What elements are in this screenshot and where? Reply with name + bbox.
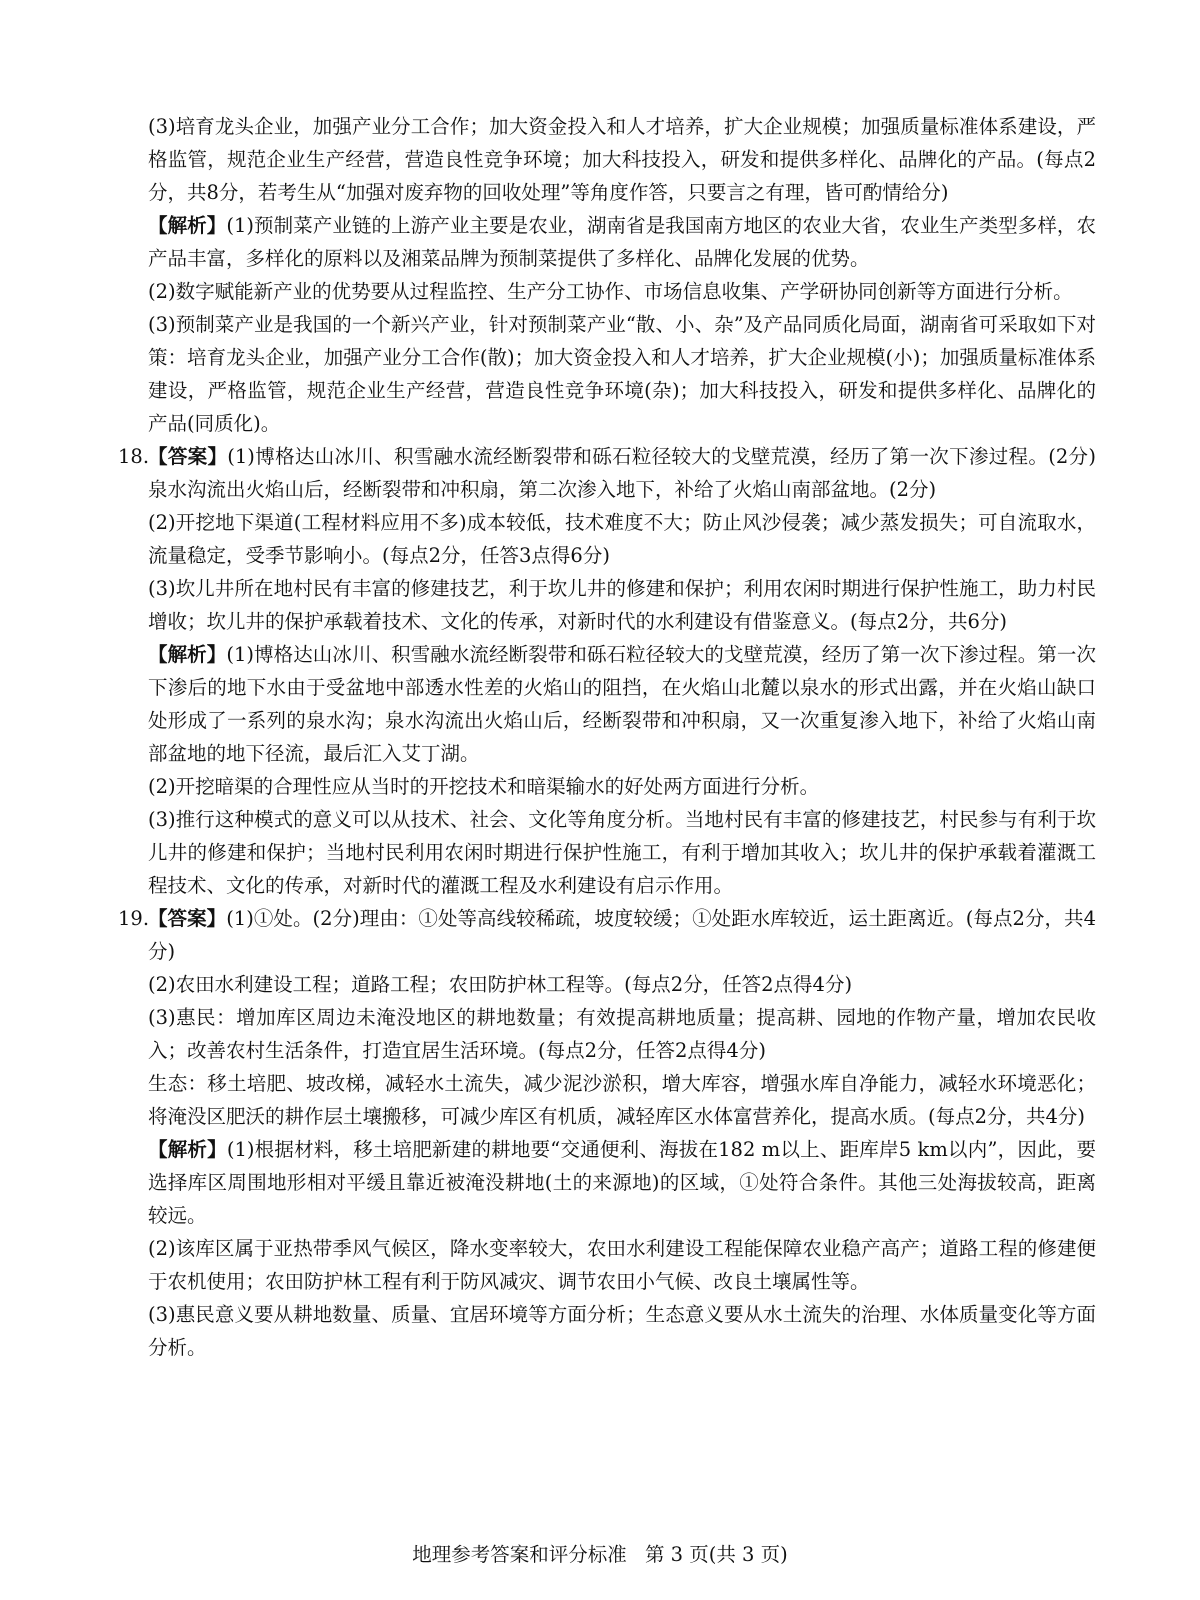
q17-analysis-2: (2)数字赋能新产业的优势要从过程监控、生产分工协作、市场信息收集、产学研协同创新等方面进行分析。 (148, 280, 1073, 303)
q18-answer-1-text: (1)博格达山冰川、积雪融水流经断裂带和砾石粒径较大的戈壁荒漠，经历了第一次下渗过程。(2分)泉水沟流出火焰山后，经断裂带和冲积扇，第二次渗入地下，补给了火焰山南部盆地。(2分) (148, 445, 1096, 501)
q18-analysis-1-text: (1)博格达山冰川、积雪融水流经断裂带和砾石粒径较大的戈壁荒漠，经历了第一次下渗过程。第一次下渗后的地下水由于受盆地中部透水性差的火焰山的阻挡，在火焰山北麓以泉水的形式出露，并在火焰山缺口处形成了一系列的泉水沟；泉水沟流出火焰山后，经断裂带和冲积扇，又一次重复渗入地下，补给了火焰山南部盆地的地下径流，最后汇入艾丁湖。 (148, 643, 1096, 765)
answer-content (118, 110, 1096, 1364)
q17-analysis-1 (118, 209, 1096, 275)
q19-answer-3-ecology: 生态：移土培肥、坡改梯，减轻水土流失，减少泥沙淤积，增大库容，增强水库自净能力，减轻水环境恶化；将淹没区肥沃的耕作层土壤搬移，可减少库区有机质，减轻库区水体富营养化，提高水质。(每点2分，共4分) (148, 1072, 1096, 1128)
q19-answer-1 (148, 902, 1096, 968)
answer-tag: 【答案】 (148, 907, 227, 930)
q19-answer-3: (3)惠民：增加库区周边未淹没地区的耕地数量；有效提高耕地质量；提高耕、园地的作物产量，增加农民收入；改善农村生活条件，打造宜居生活环境。(每点2分，任答2点得4分) (148, 1006, 1096, 1062)
footer-title: 地理参考答案和评分标准 (412, 1543, 627, 1566)
q19-answer-1-text: (1)①处。(2分)理由：①处等高线较稀疏，坡度较缓；①处距水库较近，运土距离近。(每点2分，共4分) (148, 907, 1096, 963)
q19-analysis-1 (148, 1133, 1096, 1232)
footer-page-number: 第 3 页(共 3 页) (644, 1543, 788, 1566)
answer-tag: 【答案】 (148, 445, 228, 468)
q18-answer-1 (148, 440, 1096, 506)
q19-analysis-2: (2)该库区属于亚热带季风气候区，降水变率较大，农田水利建设工程能保障农业稳产高产；道路工程的修建便于农机使用；农田防护林工程有利于防风减灾、调节农田小气候、改良土壤属性等。 (148, 1237, 1096, 1293)
analysis-tag: 【解析】 (148, 1138, 227, 1161)
question-18 (118, 440, 1096, 902)
q17-analysis-1-text: (1)预制菜产业链的上游产业主要是农业，湖南省是我国南方地区的农业大省，农业生产类型多样，农产品丰富，多样化的原料以及湘菜品牌为预制菜提供了多样化、品牌化发展的优势。 (148, 214, 1096, 270)
question-19 (118, 902, 1096, 1364)
question-19-number: 19. (118, 907, 150, 930)
q18-answer-2: (2)开挖地下渠道(工程材料应用不多)成本较低，技术难度不大；防止风沙侵袭；减少蒸发损失；可自流取水，流量稳定，受季节影响小。(每点2分，任答3点得6分) (148, 511, 1096, 567)
q17-answer-3: (3)培育龙头企业，加强产业分工合作；加大资金投入和人才培养，扩大企业规模；加强质量标准体系建设，严格监管，规范企业生产经营，营造良性竞争环境；加大科技投入，研发和提供多样化、品牌化的产品。(每点2分，共8分，若考生从“加强对废弃物的回收处理”等角度作答，只要言之有理，皆可酌情给分) (148, 115, 1096, 204)
analysis-tag: 【解析】 (148, 643, 227, 666)
q19-analysis-1-text: (1)根据材料，移土培肥新建的耕地要“交通便利、海拔在182 m以上、距库岸5 km以内”，因此，要选择库区周围地形相对平缓且靠近被淹没耕地(土的来源地)的区域，①处符合条件。其他三处海拔较高，距离较远。 (148, 1138, 1096, 1227)
question-18-number: 18. (118, 445, 150, 468)
page-footer (0, 1540, 1200, 1570)
q19-analysis-3: (3)惠民意义要从耕地数量、质量、宜居环境等方面分析；生态意义要从水土流失的治理、水体质量变化等方面分析。 (148, 1303, 1096, 1359)
q17-analysis-3: (3)预制菜产业是我国的一个新兴产业，针对预制菜产业“散、小、杂”及产品同质化局面，湖南省可采取如下对策：培育龙头企业，加强产业分工合作(散)；加大资金投入和人才培养，扩大企业规模(小)；加强质量标准体系建设，严格监管，规范企业生产经营，营造良性竞争环境(杂)；加大科技投入，研发和提供多样化、品牌化的产品(同质化)。 (148, 313, 1096, 435)
q18-answer-3: (3)坎儿井所在地村民有丰富的修建技艺，利于坎儿井的修建和保护；利用农闲时期进行保护性施工，助力村民增收；坎儿井的保护承载着技术、文化的传承，对新时代的水利建设有借鉴意义。(每点2分，共6分) (148, 577, 1096, 633)
q18-analysis-2: (2)开挖暗渠的合理性应从当时的开挖技术和暗渠输水的好处两方面进行分析。 (148, 775, 820, 798)
q18-analysis-1 (148, 638, 1096, 770)
q19-answer-2: (2)农田水利建设工程；道路工程；农田防护林工程等。(每点2分，任答2点得4分) (148, 973, 853, 996)
analysis-tag: 【解析】 (148, 214, 227, 237)
q18-analysis-3: (3)推行这种模式的意义可以从技术、社会、文化等角度分析。当地村民有丰富的修建技艺，村民参与有利于坎儿井的修建和保护；当地村民利用农闲时期进行保护性施工，有利于增加其收入；坎儿井的保护承载着灌溉工程技术、文化的传承，对新时代的灌溉工程及水利建设有启示作用。 (148, 808, 1096, 897)
